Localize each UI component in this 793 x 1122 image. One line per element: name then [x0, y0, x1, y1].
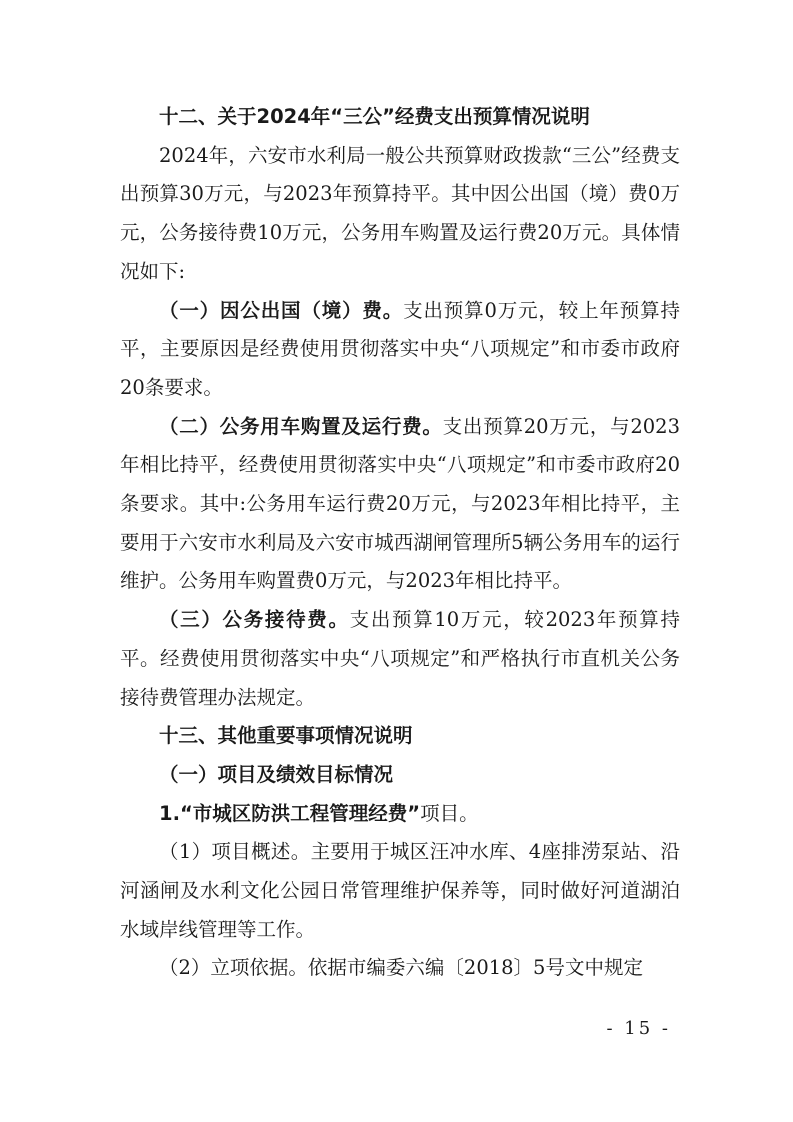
subheading-vehicle-fee: （二）公务用车购置及运行费。: [159, 414, 443, 438]
paragraph-overseas-fee: [120, 292, 680, 408]
section-heading-12: 十二、关于2024年“三公”经费支出预算情况说明: [159, 105, 590, 128]
paragraph-reception-fee: [120, 601, 680, 717]
project-1-name: 1.“市城区防洪工程管理经费”: [159, 801, 421, 825]
project-1-suffix: 项目。: [420, 801, 479, 825]
document-body: [120, 98, 680, 988]
subsection-heading-projects: （一）项目及绩效目标情况: [159, 762, 394, 786]
subheading-reception-fee: （三）公务接待费。: [159, 608, 350, 632]
paragraph-vehicle-fee: [120, 408, 680, 602]
page-number: - 15 -: [606, 1018, 671, 1039]
overseas-fee-text: 支出预算0万元，较上年预算持平，主要原因是经费使用贯彻落实中央“八项规定”和市委市政府20条要求。: [120, 298, 680, 399]
paragraph-project-1-title: [120, 795, 680, 834]
paragraph-sangong-summary: 2024年，六安市水利局一般公共预算财政拨款“三公”经费支出预算30万元，与2023年预算持平。其中因公出国（境）费0万元，公务接待费10万元，公务用车购置及运行费20万元。具体情况如下:: [120, 143, 680, 283]
subheading-overseas-fee: （一）因公出国（境）费。: [159, 298, 404, 322]
reception-fee-text: 支出预算10万元，较2023年预算持平。经费使用贯彻落实中央“八项规定”和严格执行市直机关公务接待费管理办法规定。: [120, 608, 680, 709]
paragraph-project-basis: （2）立项依据。依据市编委六编〔2018〕5号文中规定: [159, 956, 643, 980]
section-heading-13: 十三、其他重要事项情况说明: [159, 724, 413, 748]
vehicle-fee-text: 支出预算20万元，与2023年相比持平，经费使用贯彻落实中央“八项规定”和市委市政府20条要求。其中:公务用车运行费20万元，与2023年相比持平，主要用于六安市水利局及六安市城西湖闸管理所5辆公务用车的运行维护。公务用车购置费0万元，与2023年相比持平。: [120, 414, 680, 593]
paragraph-project-overview: （1）项目概述。主要用于城区汪冲水库、4座排涝泵站、沿河涵闸及水利文化公园日常管理维护保养等，同时做好河道湖泊水域岸线管理等工作。: [120, 840, 680, 941]
